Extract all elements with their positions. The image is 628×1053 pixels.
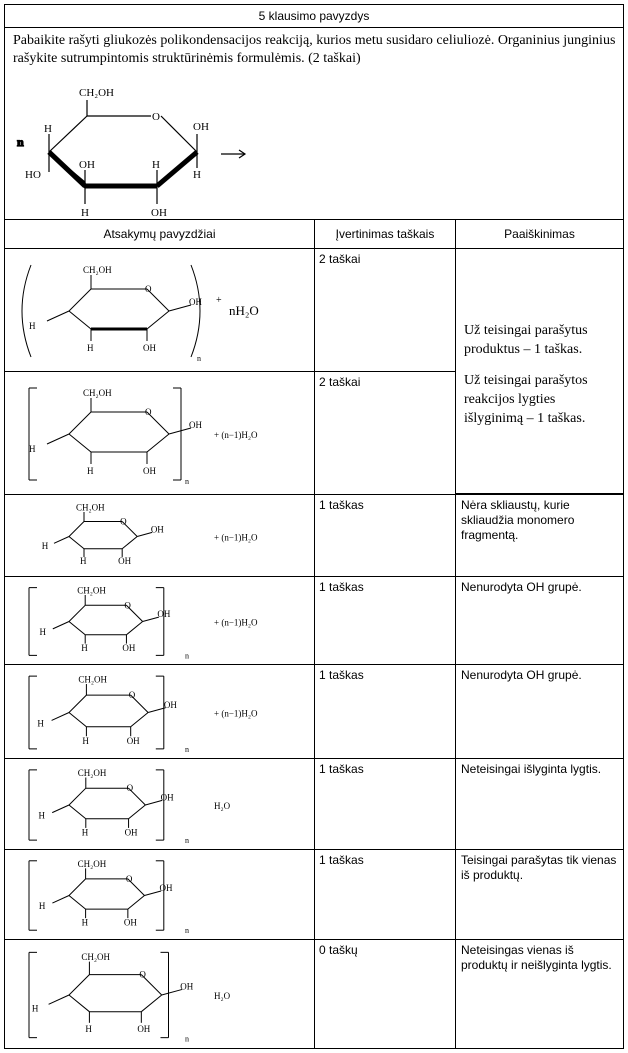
atom-label: OH — [143, 343, 156, 353]
atom-label: OH — [123, 917, 137, 928]
atom-label: O — [145, 407, 152, 417]
atom-label: OH — [143, 466, 156, 476]
atom-label: O — [125, 873, 133, 884]
answer-example-cell — [4, 371, 315, 495]
answer-example-cell — [4, 576, 315, 665]
atom-label: O — [120, 516, 127, 527]
structure-drawing — [9, 499, 309, 574]
subscript-n: n — [185, 651, 189, 661]
structure-drawing — [9, 253, 309, 369]
structure-drawing — [9, 763, 309, 847]
svg-text:H: H — [81, 207, 89, 216]
atom-label: CH₂OH — [76, 502, 105, 513]
answer-example-cell — [4, 939, 315, 1049]
svg-text:H: H — [152, 159, 160, 171]
atom-label: CH₂OH — [83, 388, 112, 398]
explanation-text: Teisingai parašytas tik vienas iš produktų. — [461, 853, 617, 882]
explanation-balance: Už teisingai parašytos reakcijos lygties išlyginimą – 1 taškas. — [464, 373, 588, 426]
atom-label: CH₂OH — [78, 674, 108, 685]
explanation-text: Nėra skliaustų, kurie skliaudžia monomero fragmentą. — [461, 498, 575, 542]
atom-label: O — [126, 783, 134, 794]
atom-label: OH — [160, 792, 174, 803]
atom-label: CH₂OH — [77, 858, 107, 869]
score-value: 0 taškų — [319, 943, 358, 957]
atom-label: H — [87, 343, 94, 353]
atom-label: H — [38, 810, 45, 821]
question-text: Pabaikite rašyti gliukozės polikondensacijos reakciją, kurios metu susidaro celiuliozė. Organinius junginius rašykite sutrumpintomis struktūrinėmis formulėmis. (2 taškai) — [13, 33, 616, 66]
atom-label: OH — [118, 555, 132, 566]
explanation-text: Neteisingai išlyginta lygtis. — [461, 762, 602, 776]
shared-explanation-cell — [455, 248, 624, 494]
explanation-text: Nenurodyta OH grupė. — [461, 668, 582, 682]
svg-text:OH: OH — [151, 207, 167, 216]
atom-label: OH — [159, 882, 173, 893]
atom-label: H — [39, 626, 47, 637]
answer-example-cell — [4, 849, 315, 940]
atom-label: H — [29, 444, 36, 454]
atom-label: CH₂OH — [81, 951, 111, 962]
atom-label: O — [145, 284, 152, 294]
explanation-products: Už teisingai parašytus produktus – 1 taškas. — [464, 323, 588, 357]
explanation-cell — [455, 939, 624, 1049]
svg-text:H: H — [44, 123, 52, 135]
atom-label: H — [81, 827, 89, 838]
col-header-examples: Atsakymų pavyzdžiai — [4, 219, 315, 249]
structure-drawing — [9, 581, 309, 662]
atom-label: OH — [180, 981, 194, 992]
document — [4, 4, 624, 1049]
score-cell — [314, 664, 456, 759]
atom-label: O — [124, 600, 131, 611]
structure-drawing — [9, 669, 309, 756]
score-value: 1 taškas — [319, 498, 364, 512]
score-cell — [314, 248, 456, 372]
answer-example-cell — [4, 758, 315, 850]
score-cell — [314, 371, 456, 495]
atom-label: OH — [126, 736, 140, 747]
svg-text:OH: OH — [79, 159, 95, 171]
explanation-text: Nenurodyta OH grupė. — [461, 580, 582, 594]
atom-label: H — [80, 555, 87, 566]
atom-label: O — [128, 690, 136, 701]
answer-example-cell — [4, 494, 315, 577]
explanation-cell — [455, 758, 624, 850]
atom-label: O — [139, 969, 146, 980]
score-cell — [314, 849, 456, 940]
score-value: 2 taškai — [319, 375, 361, 389]
atom-label: OH — [150, 524, 164, 535]
atom-label: CH₂OH — [77, 585, 106, 596]
atom-label: H — [29, 321, 36, 331]
svg-text:O: O — [152, 111, 160, 123]
product-label: nH₂O — [229, 303, 259, 318]
glucose-structure — [11, 76, 271, 216]
atom-label: H — [37, 718, 44, 729]
atom-label: OH — [157, 609, 171, 620]
product-label: + (n−1)H₂O — [214, 617, 258, 628]
title-cell — [4, 4, 624, 28]
atom-label: OH — [163, 699, 177, 710]
score-value: 1 taškas — [319, 580, 364, 594]
atom-label: H — [31, 1003, 39, 1014]
product-label: + (n−1)H₂O — [214, 708, 258, 719]
atom-label: H — [38, 901, 46, 912]
score-value: 1 taškas — [319, 853, 364, 867]
col-header-explanation: Paaiškinimas — [455, 219, 624, 249]
score-cell — [314, 576, 456, 665]
atom-label: H — [85, 1024, 92, 1035]
subscript-n: n — [197, 354, 201, 363]
subscript-n: n — [185, 836, 189, 846]
answer-example-cell — [4, 664, 315, 759]
score-value: 2 taškai — [319, 252, 361, 266]
plus-sign: + — [216, 295, 222, 306]
atom-label: H — [82, 736, 89, 747]
subscript-n: n — [185, 926, 189, 936]
atom-label: OH — [124, 827, 138, 838]
subscript-n: n — [185, 477, 189, 486]
structure-drawing — [9, 944, 309, 1046]
atom-label: OH — [189, 297, 202, 307]
explanation-text: Neteisingas vienas iš produktų ir neišlyginta lygtis. — [461, 943, 612, 972]
svg-text:H: H — [193, 169, 201, 181]
coef-n: n — [17, 135, 24, 149]
atom-label: OH — [122, 642, 136, 653]
atom-label: H — [87, 466, 94, 476]
svg-text:CH₂OH: CH₂OH — [79, 87, 115, 99]
explanation-cell — [455, 576, 624, 665]
score-cell — [314, 758, 456, 850]
explanation-cell — [455, 664, 624, 759]
score-value: 1 taškas — [319, 668, 364, 682]
product-label: H₂O — [214, 801, 231, 811]
atom-label: H — [81, 917, 89, 928]
question-cell — [4, 27, 624, 220]
product-label: + (n−1)H₂O — [214, 430, 258, 440]
atom-label: H — [81, 642, 88, 653]
score-value: 1 taškas — [319, 762, 364, 776]
atom-label: OH — [137, 1024, 151, 1035]
answer-example-cell — [4, 248, 315, 372]
subscript-n: n — [185, 1034, 189, 1044]
atom-label: CH₂OH — [83, 265, 112, 275]
subscript-n: n — [185, 745, 189, 755]
structure-drawing — [9, 854, 309, 937]
explanation-cell — [455, 849, 624, 940]
explanation-cell — [455, 494, 624, 577]
product-label: H₂O — [214, 991, 231, 1001]
svg-text:HO: HO — [25, 169, 41, 181]
atom-label: CH₂OH — [77, 767, 107, 778]
score-cell — [314, 494, 456, 577]
product-label: + (n−1)H₂O — [214, 532, 258, 543]
structure-drawing — [9, 376, 309, 492]
atom-label: OH — [189, 420, 202, 430]
score-cell — [314, 939, 456, 1049]
page-title: 5 klausimo pavyzdys — [258, 8, 370, 23]
atom-label: H — [41, 540, 49, 551]
col-header-score: Įvertinimas taškais — [314, 219, 456, 249]
svg-text:OH: OH — [193, 121, 209, 133]
